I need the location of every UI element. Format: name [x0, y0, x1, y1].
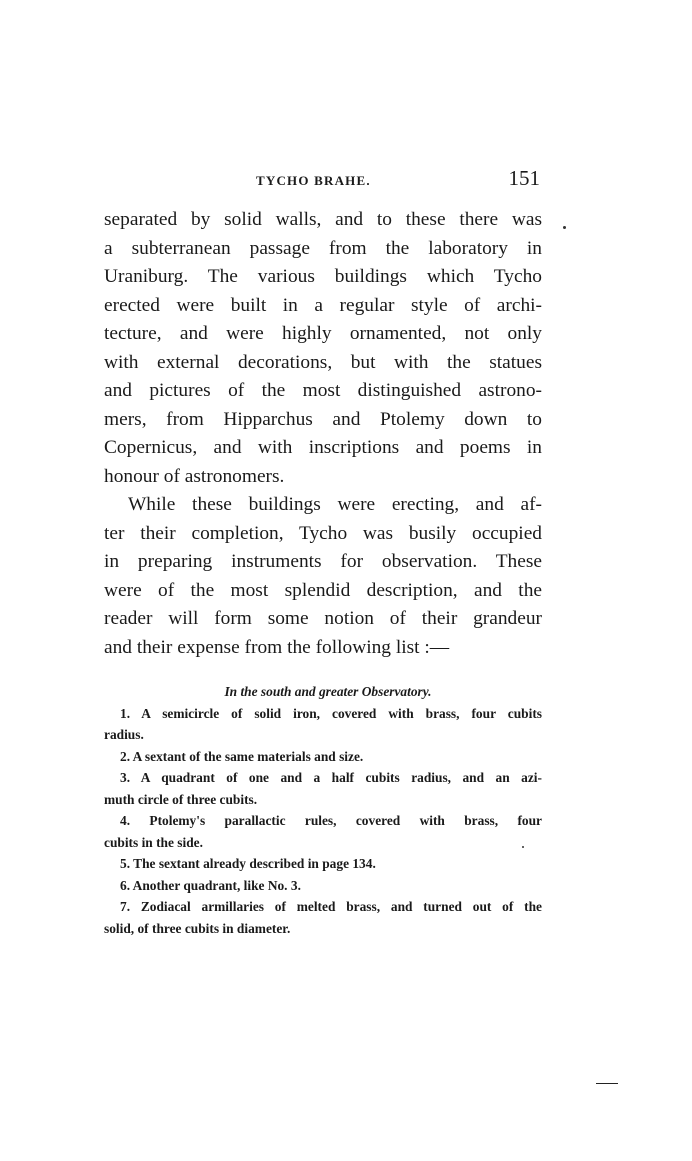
text-line: separated by solid walls, and to these there was: [104, 209, 542, 230]
stray-ink-mark: [522, 846, 524, 848]
list-item-line: 6. Another quadrant, like No. 3.: [120, 877, 301, 893]
body-text: [104, 206, 542, 662]
list-item-line: radius.: [104, 727, 144, 742]
text-line: with external decorations, but with the statues: [104, 351, 542, 373]
list-item-line: 1. A semicircle of solid iron, covered with brass, four cubits: [120, 705, 542, 721]
text-line: Copernicus, and with inscriptions and poems in: [104, 437, 542, 458]
list-heading: In the south and greater Observatory.: [224, 684, 432, 699]
list-item-line: 5. The sextant already described in page 134.: [120, 856, 376, 871]
running-head: [104, 166, 542, 194]
list-item-line: 4. Ptolemy's parallactic rules, covered with brass, four: [120, 813, 542, 828]
paragraph: [104, 206, 542, 491]
list-item-line: solid, of three cubits in diameter.: [104, 920, 291, 936]
text-line: in preparing instruments for observation. These: [104, 551, 542, 572]
text-line: honour of astronomers.: [104, 465, 285, 487]
list-item: [104, 896, 542, 939]
text-line: While these buildings were erecting, and af-: [128, 494, 542, 515]
list-item: [104, 767, 542, 810]
list-item: [104, 875, 542, 897]
paragraph: [104, 491, 542, 662]
stray-ink-mark: [563, 226, 566, 229]
text-line: were of the most splendid description, and the: [104, 579, 542, 601]
instrument-list: [104, 681, 542, 939]
text-line: Uraniburg. The various buildings which Tycho: [104, 266, 542, 287]
text-line: reader will form some notion of their grandeur: [104, 608, 542, 629]
text-line: ter their completion, Tycho was busily occupied: [104, 522, 542, 544]
text-line: mers, from Hipparchus and Ptolemy down to: [104, 408, 542, 430]
list-item-line: 3. A quadrant of one and a half cubits radius, and an azi-: [120, 770, 542, 785]
list-item-line: muth circle of three cubits.: [104, 791, 258, 807]
text-line: erected were built in a regular style of archi-: [104, 294, 542, 316]
list-item: [104, 746, 542, 768]
running-title: TYCHO BRAHE.: [256, 173, 371, 188]
list-item: [104, 703, 542, 746]
footer-rule: [596, 1083, 618, 1084]
text-line: and their expense from the following list :—: [104, 636, 450, 658]
text-line: tecture, and were highly ornamented, not only: [104, 323, 542, 344]
list-item-line: cubits in the side.: [104, 834, 203, 850]
list-item: [104, 853, 542, 875]
list-item-line: 7. Zodiacal armillaries of melted brass, and turned out of the: [120, 899, 542, 914]
list-item-line: 2. A sextant of the same materials and size.: [120, 748, 364, 764]
text-line: and pictures of the most distinguished astrono-: [104, 380, 542, 401]
text-line: a subterranean passage from the laboratory in: [104, 237, 542, 259]
page-number: 151: [508, 166, 540, 190]
list-item: [104, 810, 542, 853]
